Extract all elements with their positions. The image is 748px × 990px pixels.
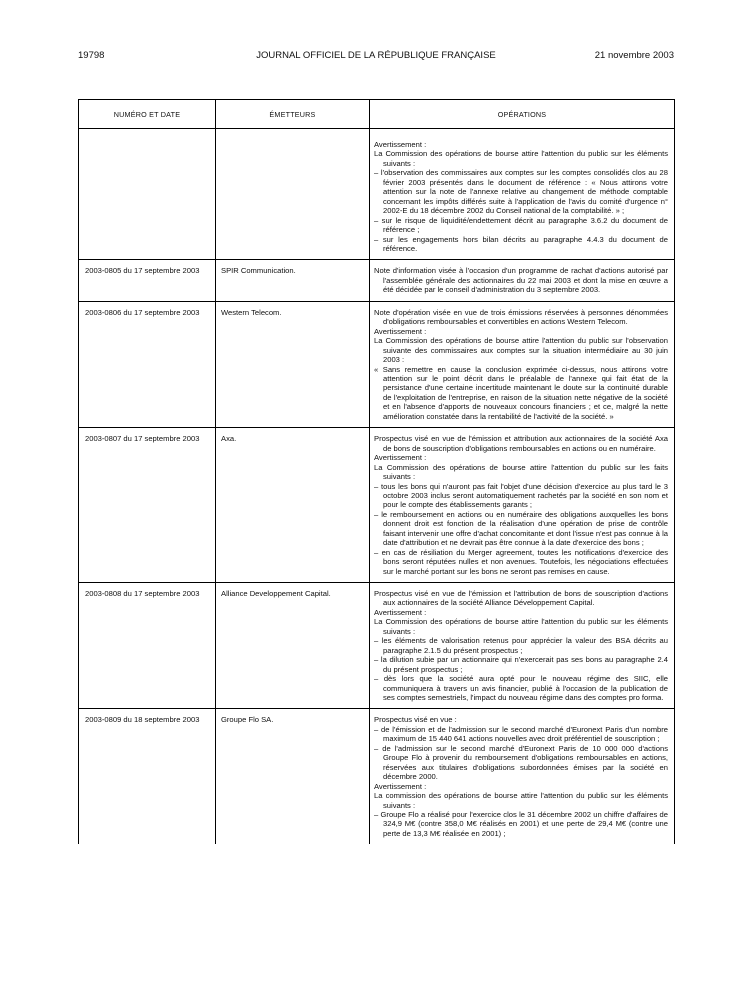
operations-cell: [370, 428, 675, 583]
journal-title: JOURNAL OFFICIEL DE LA RÉPUBLIQUE FRANÇAISE: [256, 50, 496, 61]
operations-cell: [370, 301, 675, 427]
operations-cell: [370, 709, 675, 844]
operation-line: – les éléments de valorisation retenus pour apprécier la valeur des BSA décrits au paragraphe 2.1.5 du présent prospectus ;: [374, 636, 668, 655]
table-row: [79, 134, 675, 260]
operation-line: Avertissement :: [374, 140, 427, 149]
numero-cell: 2003-0805 du 17 septembre 2003: [79, 260, 216, 301]
operations-cell: [370, 583, 675, 709]
numero-cell: 2003-0806 du 17 septembre 2003: [79, 301, 216, 427]
page-header: [78, 50, 674, 64]
operation-line: La Commission des opérations de bourse attire l'attention du public sur l'observation suivante des commissaires aux comptes sur la situation intermédiaire au 30 juin 2003 :: [374, 336, 668, 365]
emetteur-cell: SPIR Communication.: [216, 260, 370, 301]
table-row: [79, 583, 675, 709]
operation-line: « Sans remettre en cause la conclusion exprimée ci-dessus, nous attirons votre attention sur le point décrit dans le préalable de l'annexe qui fait état de la persistance d'une certaine incertitude maintenant le doute sur la continuité durable de l'exploitation de l'entreprise, en raison de la situation nette négative de la société et en l'absence d'apports de nouveaux concours financiers ; et ce, malgré la nette amélioration constatée dans la rentabilité de l'activité de la société. »: [374, 364, 668, 421]
page-number: 19798: [78, 50, 105, 61]
operation-line: – l'observation des commissaires aux comptes sur les comptes consolidés clos au 28 février 2003 présentés dans le document de référence : « Nous attirons votre attention sur la note de l'annexe relative au changement de méthode comptable concernant les impôts différés suite à l'application de l'avis du comité d'urgence n° 2002-E du 18 décembre 2002 du Conseil national de la comptabilité. » ;: [374, 168, 668, 216]
operation-line: – dès lors que la société aura opté pour le nouveau régime des SIIC, elle communiquera à travers un avis financier, publié à l'occasion de la publication de ses comptes semestriels, l'impact du nouveau régime dans des comptes pro forma.: [374, 674, 668, 703]
operation-line: Prospectus visé en vue de l'émission et attribution aux actionnaires de la société Axa de bons de souscription d'obligations remboursables en actions ou en numéraire.: [374, 434, 668, 453]
operation-line: Avertissement :: [374, 607, 427, 617]
operation-line: La Commission des opérations de bourse attire l'attention du public sur les éléments suivants :: [374, 617, 668, 636]
operation-line: – de l'admission sur le second marché d'Euronext Paris de 10 000 000 d'actions Groupe Flo à provenir du remboursement d'obligations remboursables en actions, réservées aux titulaires d'obligations subordonnées émises par la société en décembre 2000.: [374, 743, 668, 782]
numero-cell: 2003-0808 du 17 septembre 2003: [79, 583, 216, 709]
table-header-row: [79, 100, 675, 129]
operation-line: Note d'opération visée en vue de trois émissions réservées à personnes dénommées d'obligations remboursables et convertibles en actions Western Telecom.: [374, 307, 668, 327]
operation-line: Prospectus visé en vue de l'émission et l'attribution de bons de souscription d'actions aux actionnaires de la société Alliance Développement Capital.: [374, 589, 668, 608]
operation-line: Avertissement :: [374, 453, 427, 463]
operation-line: Prospectus visé en vue :: [374, 715, 457, 725]
emetteur-cell: Alliance Developpement Capital.: [216, 583, 370, 709]
numero-cell: 2003-0809 du 18 septembre 2003: [79, 709, 216, 844]
operation-line: La Commission des opérations de bourse attire l'attention du public sur les faits suivants :: [374, 462, 668, 482]
emetteur-cell: [216, 134, 370, 260]
operation-line: – en cas de résiliation du Merger agreement, toutes les notifications d'exercice des bons seront réputées nulles et non avenues. Toutefois, les négociations effectuées sur le marché portant sur les bons ne seront pas remises en cause.: [374, 547, 668, 576]
operation-line: – sur les engagements hors bilan décrits au paragraphe 4.4.3 du document de référence.: [374, 234, 668, 253]
operations-table: [78, 99, 675, 844]
table-row: [79, 260, 675, 301]
emetteur-cell: Groupe Flo SA.: [216, 709, 370, 844]
operation-line: – sur le risque de liquidité/endettement décrit au paragraphe 3.6.2 du document de référence ;: [374, 215, 668, 235]
column-header-operations: OPÉRATIONS: [370, 100, 675, 129]
operation-line: – de l'émission et de l'admission sur le second marché d'Euronext Paris d'un nombre maximum de 15 440 641 actions nouvelles avec droit préférentiel de souscription ;: [374, 724, 668, 744]
emetteur-cell: Axa.: [216, 428, 370, 583]
operation-line: Note d'information visée à l'occasion d'un programme de rachat d'actions autorisé par l'assemblée générale des actionnaires du 22 mai 2003 et dont la mise en œuvre a été décidée par le conseil d'administration du 3 septembre 2003.: [374, 266, 668, 295]
operation-line: La Commission des opérations de bourse attire l'attention du public sur les éléments suivants :: [374, 149, 668, 168]
operation-line: La commission des opérations de bourse attire l'attention du public sur les éléments suivants :: [374, 791, 668, 810]
column-header-numero: NUMÉRO ET DATE: [79, 100, 216, 129]
numero-cell: 2003-0807 du 17 septembre 2003: [79, 428, 216, 583]
operation-line: Avertissement :: [374, 326, 427, 336]
operation-line: – Groupe Flo a réalisé pour l'exercice clos le 31 décembre 2002 un chiffre d'affaires de 324,9 M€ (contre 358,0 M€ réalisés en 2001) et une perte de 29,4 M€ (contre une perte de 13,3 M€ réalisée en 2001) ;: [374, 810, 668, 838]
table-row: [79, 428, 675, 583]
operation-line: Avertissement :: [374, 781, 427, 791]
emetteur-cell: Western Telecom.: [216, 301, 370, 427]
table-row: [79, 301, 675, 427]
operations-cell: [370, 260, 675, 301]
table-row: [79, 709, 675, 844]
operation-line: – la dilution subie par un actionnaire qui n'exercerait pas ses bons au paragraphe 2.4 du présent prospectus ;: [374, 655, 668, 674]
operation-line: – tous les bons qui n'auront pas fait l'objet d'une décision d'exercice au plus tard le 3 octobre 2003 inclus seront automatiquement rachetés par la société en son nom et pour le compte des établissements garants ;: [374, 481, 668, 510]
issue-date: 21 novembre 2003: [594, 50, 674, 61]
operations-cell: [370, 134, 675, 260]
operation-line: – le remboursement en actions ou en numéraire des obligations auxquelles les bons donnent droit est fonction de la réalisation d'une opération de prise de contrôle faisant intervenir une offre d'achat concomitante et dont l'issue n'est pas connue à la date d'attribution et ne devrait pas être connue à la date d'exercice des bons ;: [374, 509, 668, 548]
numero-cell: [79, 134, 216, 260]
column-header-emetteurs: ÉMETTEURS: [216, 100, 370, 129]
